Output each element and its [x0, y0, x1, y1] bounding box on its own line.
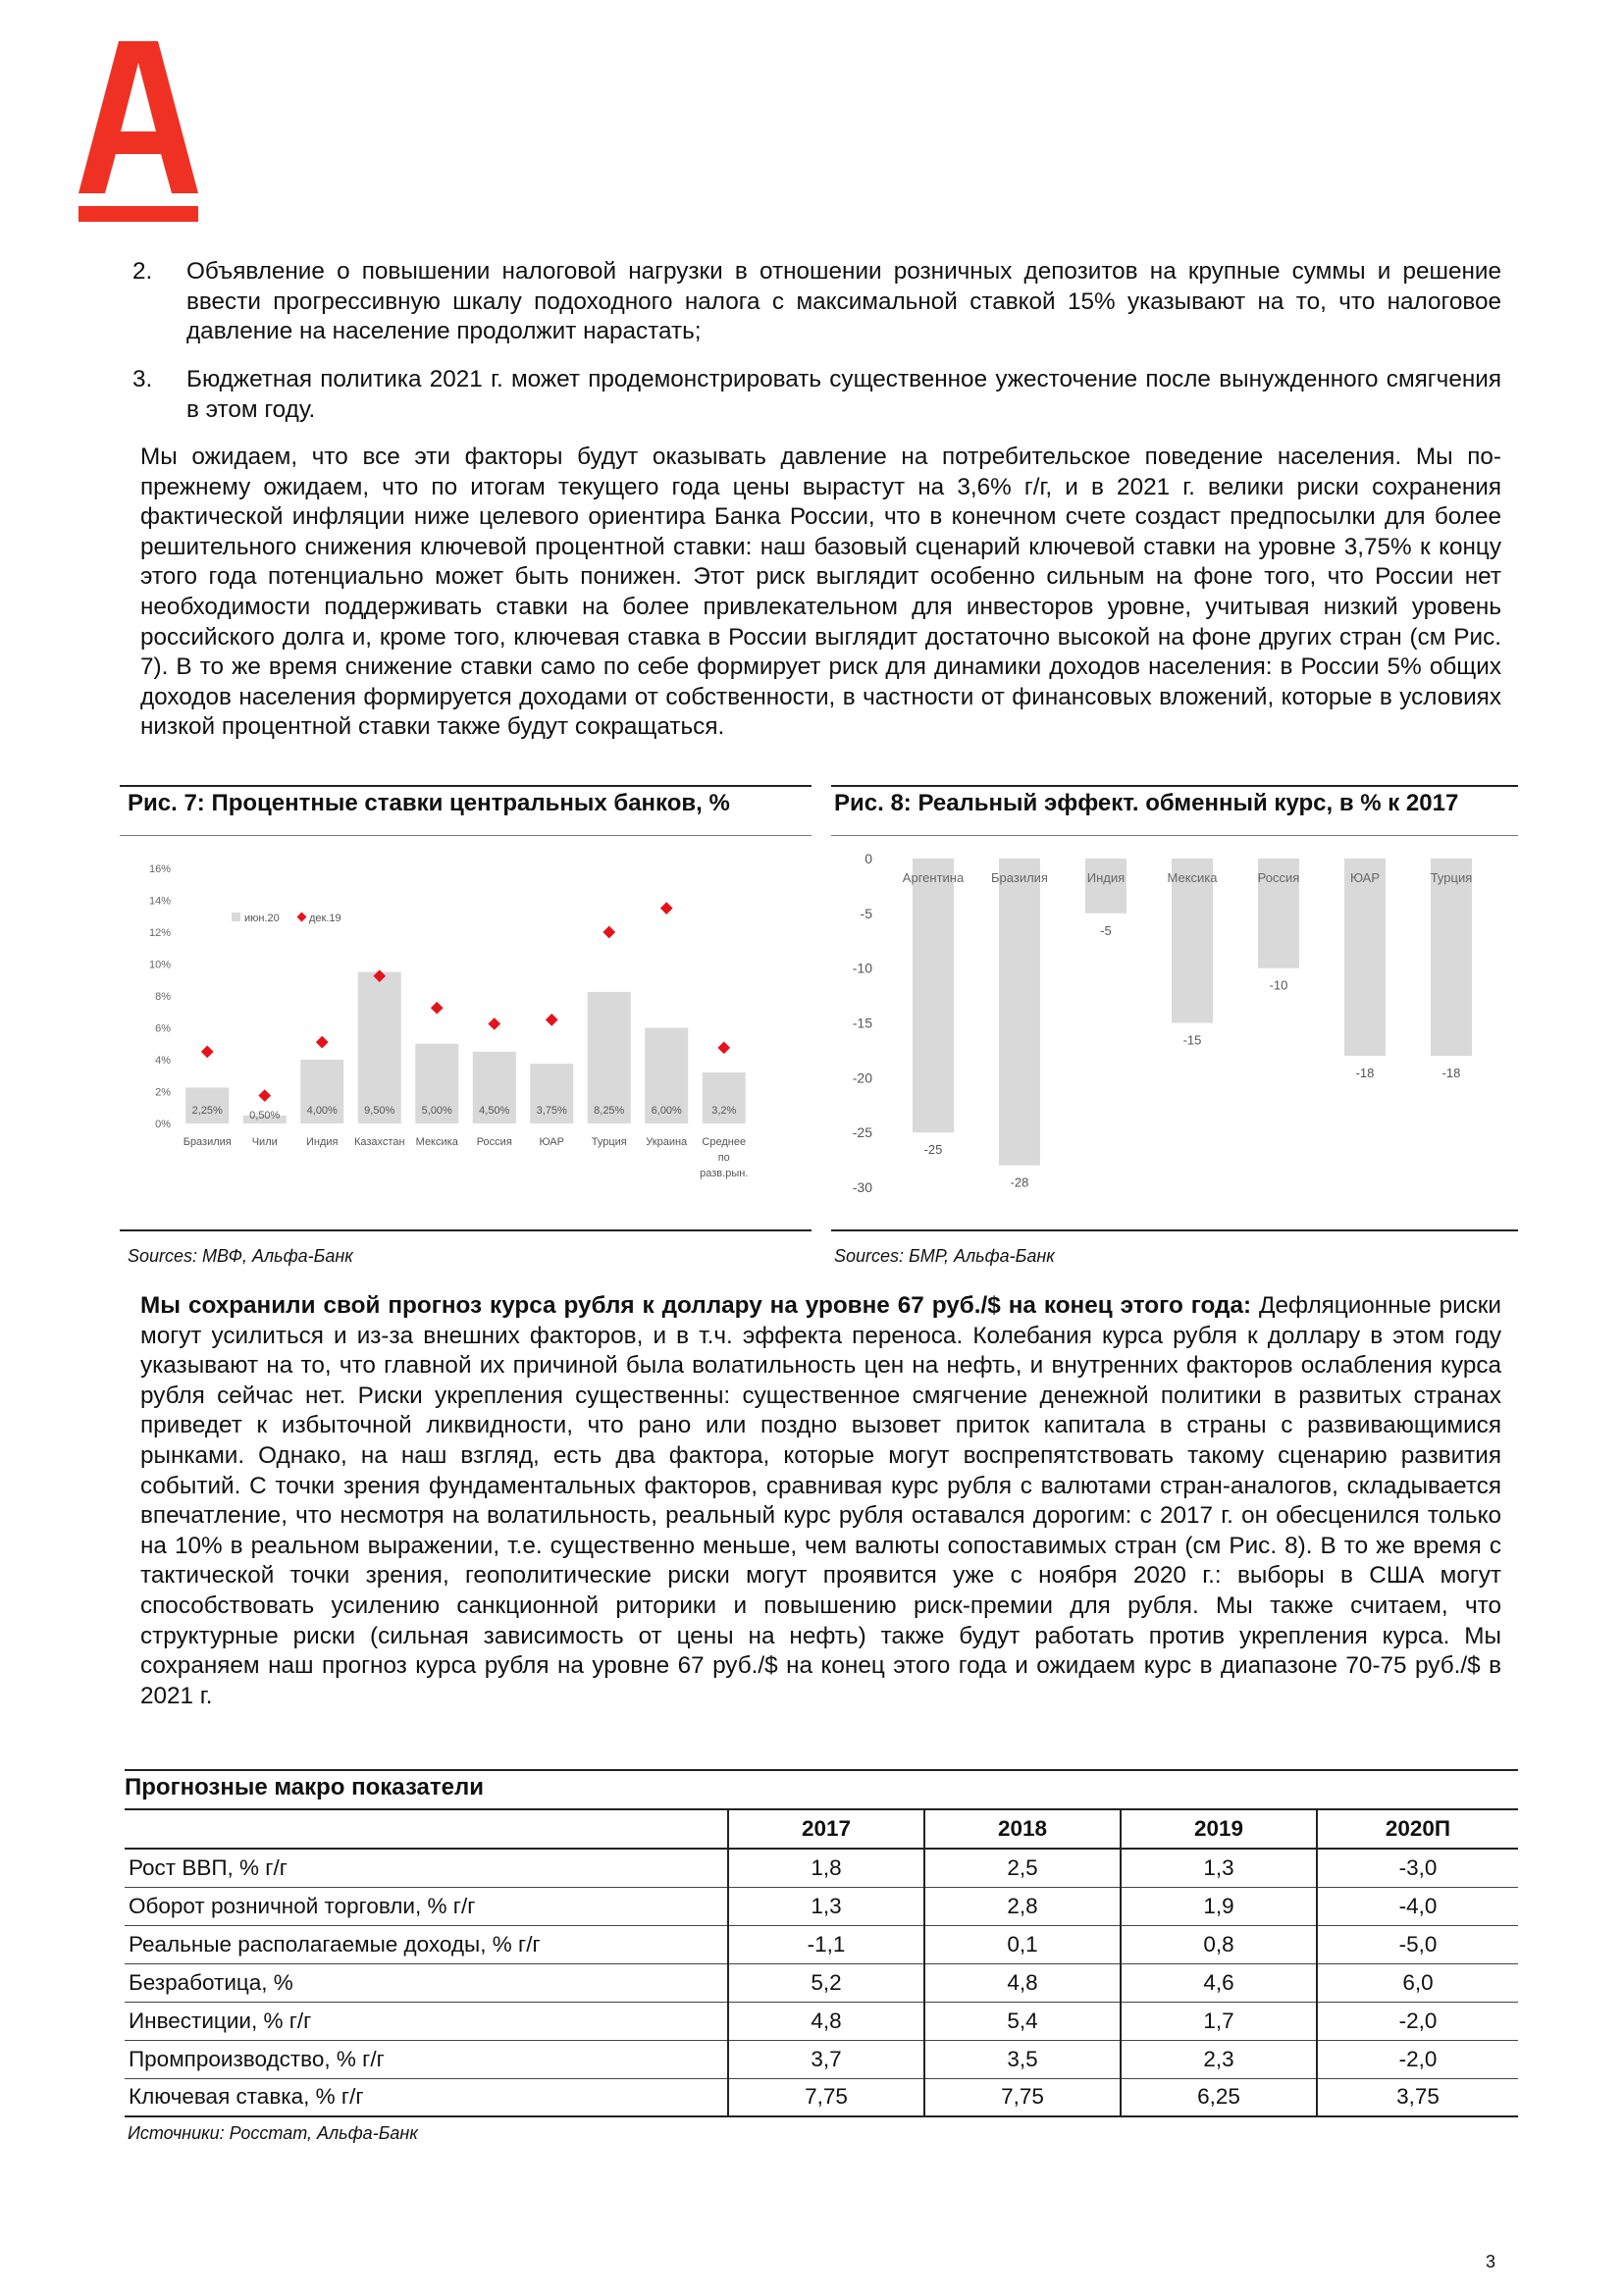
bar-data-label: -25 — [923, 1142, 943, 1158]
figure-8-title: Рис. 8: Реальный эффект. обменный курс, в % к 2017 — [834, 790, 1459, 816]
bar-data-label: 0,50% — [249, 1110, 281, 1122]
table-row — [125, 2078, 1518, 2116]
table-cell: 1,7 — [1121, 2002, 1317, 2040]
x-tick-label: Казахстан — [353, 1136, 405, 1148]
table-cell: 4,6 — [1121, 1963, 1317, 2002]
table-row — [125, 1963, 1518, 2002]
x-tick-label: по — [717, 1152, 730, 1164]
figure-bottom-rule — [831, 1229, 1518, 1231]
table-cell: 1,3 — [1121, 1849, 1317, 1887]
table-header-cell: 2018 — [924, 1810, 1121, 1849]
table-cell: 2,5 — [924, 1849, 1121, 1887]
figure-8-source: Sources: БМР, Альфа-Банк — [834, 1246, 1055, 1266]
marker-point — [431, 1002, 444, 1015]
y-tick-label: 2% — [155, 1086, 171, 1099]
bar-data-label: 3,75% — [536, 1105, 567, 1117]
table-cell: -2,0 — [1317, 2002, 1518, 2040]
bar-data-label: -18 — [1355, 1066, 1375, 1080]
table-row — [125, 2040, 1518, 2078]
row-label: Ключевая ставка, % г/г — [125, 2078, 728, 2116]
category-label: Бразилия — [991, 870, 1048, 885]
list-item — [132, 257, 1501, 347]
table-cell: 2,3 — [1121, 2040, 1317, 2078]
figure-title-rule — [120, 835, 812, 836]
bar-data-label: 4,50% — [479, 1105, 510, 1117]
figure-title-rule — [831, 835, 1518, 836]
table-cell: 4,8 — [728, 2002, 924, 2040]
table-cell: 6,0 — [1317, 1963, 1518, 2002]
y-tick-label: -25 — [852, 1124, 872, 1141]
x-tick-label: Турция — [591, 1136, 627, 1148]
table-cell: 1,3 — [728, 1887, 924, 1925]
figure-7-chart — [120, 844, 812, 1217]
x-tick-label: Россия — [476, 1136, 512, 1148]
bar — [358, 972, 401, 1123]
category-label: Россия — [1257, 870, 1300, 885]
bar-data-label: 6,00% — [651, 1105, 682, 1117]
y-tick-label: -30 — [852, 1179, 872, 1195]
bar-data-label: -15 — [1182, 1032, 1202, 1048]
figure-7-title: Рис. 7: Процентные ставки центральных банков, % — [128, 790, 730, 816]
list-item-number: 2. — [132, 258, 153, 285]
table-cell: 0,1 — [924, 1925, 1121, 1963]
table-row — [125, 1925, 1518, 1963]
macro-table-title: Прогнозные макро показатели — [125, 1774, 484, 1800]
table-cell: -5,0 — [1317, 1925, 1518, 1963]
bar — [913, 859, 954, 1132]
figure-top-rule — [120, 785, 812, 787]
paragraph-body: Дефляционные риски могут усилиться и из-за внешних факторов, и в т.ч. эффекта переноса. Колебания курса рубля к доллару в этом году указывают на то, что главной их причиной была волатильность цен на нефть, и внутренних факторов ослабления курса рубля сейчас нет. Риски укрепления существенны: существенное смягчение денежной политики в развитых странах приведет к избыточной ликвидности, что рано или поздно вызовет приток капитала в страны с развивающимися рынками. Однако, на наш взгляд, есть два фактора, которые могут воспрепятствовать такому сценарию развития событий. С точки зрения фундаментальных факторов, сравнивая курс рубля с валютами стран-аналогов, складывается впечатление, что несмотря на волатильность, реальный курс рубля оставался дорогим: с 2017 г. он обесценился только на 10% в реальном выражении, т.е. существенно меньше, чем валюты сопоставимых стран (см Рис. 8). В то же время с тактической точки зрения, геополитические риски могут проявится уже с ноября 2020 г.: выборы в США могут способствовать усилению санкционной риторики и повышению риск-премии для рубля. Мы также считаем, что структурные риски (сильная зависимость от цены на нефть) также будут работать против укрепления курса. Мы сохраняем наш прогноз курса рубля на уровне 67 руб./$ на конец этого года и ожидаем курс в диапазоне 70-75 руб./$ в 2021 г. — [140, 1292, 1502, 1709]
category-label: Индия — [1086, 870, 1126, 885]
legend-swatch — [232, 913, 240, 921]
category-label: Турция — [1430, 870, 1473, 885]
x-tick-label: Среднее — [702, 1136, 747, 1148]
table-cell: -2,0 — [1317, 2040, 1518, 2078]
table-header-cell: 2020П — [1317, 1810, 1518, 1849]
bar — [1344, 859, 1386, 1056]
bar-data-label: 3,2% — [711, 1105, 737, 1117]
row-label: Оборот розничной торговли, % г/г — [125, 1887, 728, 1925]
marker-point — [201, 1046, 214, 1059]
figure-7-source: Sources: МВФ, Альфа-Банк — [128, 1246, 353, 1266]
table-cell: -3,0 — [1317, 1849, 1518, 1887]
category-label: Аргентина — [902, 870, 965, 885]
y-tick-label: 10% — [148, 959, 171, 971]
bar-data-label: -10 — [1269, 977, 1288, 993]
legend-label: июн.20 — [244, 913, 280, 924]
paragraph-ruble-forecast — [140, 1291, 1501, 1711]
marker-point — [316, 1036, 329, 1049]
bar — [588, 992, 631, 1123]
y-tick-label: 12% — [148, 927, 171, 939]
table-cell: 0,8 — [1121, 1925, 1317, 1963]
list-item — [132, 365, 1501, 425]
x-tick-label: Индия — [305, 1136, 339, 1148]
marker-point — [546, 1014, 558, 1026]
bar-data-label: -5 — [1100, 922, 1112, 938]
row-label: Инвестиции, % г/г — [125, 2002, 728, 2040]
table-cell: -1,1 — [728, 1925, 924, 1963]
y-tick-label: -10 — [852, 960, 872, 976]
table-cell: 3,5 — [924, 2040, 1121, 2078]
figure-8-chart — [831, 844, 1518, 1197]
table-cell: 1,8 — [728, 1849, 924, 1887]
table-row — [125, 2002, 1518, 2040]
legend-swatch — [297, 913, 307, 922]
table-cell: 1,9 — [1121, 1887, 1317, 1925]
y-tick-label: 6% — [155, 1022, 171, 1035]
legend-label: дек.19 — [309, 913, 341, 924]
x-tick-label: ЮАР — [539, 1136, 564, 1148]
table-row — [125, 1849, 1518, 1887]
page-number: 3 — [1486, 2252, 1496, 2271]
category-label: Мексика — [1167, 870, 1218, 885]
table-row — [125, 1887, 1518, 1925]
bar-data-label: 9,50% — [364, 1105, 395, 1117]
row-label: Рост ВВП, % г/г — [125, 1849, 728, 1887]
bar-data-label: 2,25% — [191, 1105, 223, 1117]
marker-point — [717, 1041, 730, 1054]
bar — [999, 859, 1040, 1166]
figure-top-rule — [831, 785, 1518, 787]
list-item-number: 3. — [132, 366, 153, 392]
bar-data-label: 5,00% — [421, 1105, 452, 1117]
row-label: Безработица, % — [125, 1963, 728, 2002]
y-tick-label: 0 — [864, 851, 872, 866]
category-label: ЮАР — [1349, 870, 1381, 885]
y-tick-label: 14% — [148, 895, 171, 908]
x-tick-label: Чили — [251, 1136, 278, 1148]
table-cell: 2,8 — [924, 1887, 1121, 1925]
table-top-rule — [125, 1769, 1518, 1771]
bar — [1085, 859, 1126, 913]
list-item-text: Бюджетная политика 2021 г. может продемонстрировать существенное ужесточение после вынужденного смягчения в этом году. — [186, 366, 1501, 423]
figure-bottom-rule — [120, 1229, 812, 1231]
table-cell: 3,75 — [1317, 2078, 1518, 2116]
table-cell: -4,0 — [1317, 1887, 1518, 1925]
row-label: Промпроизводство, % г/г — [125, 2040, 728, 2078]
table-header-cell: 2019 — [1121, 1810, 1317, 1849]
table-cell: 5,2 — [728, 1963, 924, 2002]
row-label: Реальные располагаемые доходы, % г/г — [125, 1925, 728, 1963]
bar-data-label: -18 — [1441, 1066, 1461, 1080]
marker-point — [602, 926, 615, 939]
y-tick-label: 0% — [155, 1119, 171, 1130]
paragraph-consumer-pressure: Мы ожидаем, что все эти факторы будут оказывать давление на потребительское поведение населения. Мы по-прежнему ожидаем, что по итогам текущего года цены вырастут на 3,6% г/г, и в 2021 г. велики риски сохранения фактической инфляции ниже целевого ориентира Банка России, что в конечном счете создаст предпосылки для более решительного снижения ключевой процентной ставки: наш базовый сценарий ключевой ставки на уровне 3,75% к концу этого года потенциально может быть понижен. Этот риск выглядит особенно сильным на фоне того, что России нет необходимости поддерживать ставки на более привлекательном для инвесторов уровне, учитывая низкий уровень российского долга и, кроме того, ключевая ставка в России выглядит достаточно высокой на фоне других стран (см Рис. 7). В то же время снижение ставки само по себе формирует риск для динамики доходов населения: в России 5% общих доходов населения формируется доходами от собственности, в частности от финансовых вложений, которые в условиях низкой процентной ставки также будут сокращаться. — [140, 444, 1501, 741]
table-cell: 3,7 — [728, 2040, 924, 2078]
table-cell: 7,75 — [728, 2078, 924, 2116]
table-header-blank — [125, 1810, 728, 1849]
bar — [1431, 859, 1472, 1056]
y-tick-label: 16% — [148, 863, 171, 875]
table-cell: 6,25 — [1121, 2078, 1317, 2116]
x-tick-label: разв.рын. — [700, 1168, 749, 1179]
bar-data-label: 4,00% — [306, 1105, 338, 1117]
marker-point — [258, 1089, 271, 1102]
x-tick-label: Украина — [646, 1136, 688, 1148]
marker-point — [488, 1018, 500, 1030]
list-item-text: Объявление о повышении налоговой нагрузки в отношении розничных депозитов на крупные суммы и решение ввести прогрессивную шкалу подоходного налога с максимальной ставкой 15% указывают на то, что налоговое давление на население продолжит нарастать; — [186, 258, 1501, 345]
x-tick-label: Бразилия — [183, 1136, 232, 1148]
macro-table-source: Источники: Росстат, Альфа-Банк — [128, 2123, 418, 2143]
y-tick-label: 4% — [155, 1055, 171, 1067]
marker-point — [660, 902, 673, 914]
y-tick-label: -5 — [860, 905, 872, 921]
bar-data-label: -28 — [1010, 1174, 1029, 1190]
y-tick-label: 8% — [155, 991, 171, 1003]
table-cell: 4,8 — [924, 1963, 1121, 2002]
table-cell: 7,75 — [924, 2078, 1121, 2116]
alfa-bank-logo — [79, 41, 198, 222]
table-cell: 5,4 — [924, 2002, 1121, 2040]
macro-forecast-table — [125, 1810, 1518, 2117]
x-tick-label: Мексика — [415, 1136, 458, 1148]
y-tick-label: -20 — [852, 1070, 872, 1086]
y-tick-label: -15 — [852, 1015, 872, 1031]
table-header-cell: 2017 — [728, 1810, 924, 1849]
bar-data-label: 8,25% — [594, 1105, 625, 1117]
paragraph-lead-in: Мы сохранили свой прогноз курса рубля к доллару на уровне 67 руб./$ на конец этого года: — [140, 1292, 1252, 1319]
table-header-row — [125, 1810, 1518, 1849]
